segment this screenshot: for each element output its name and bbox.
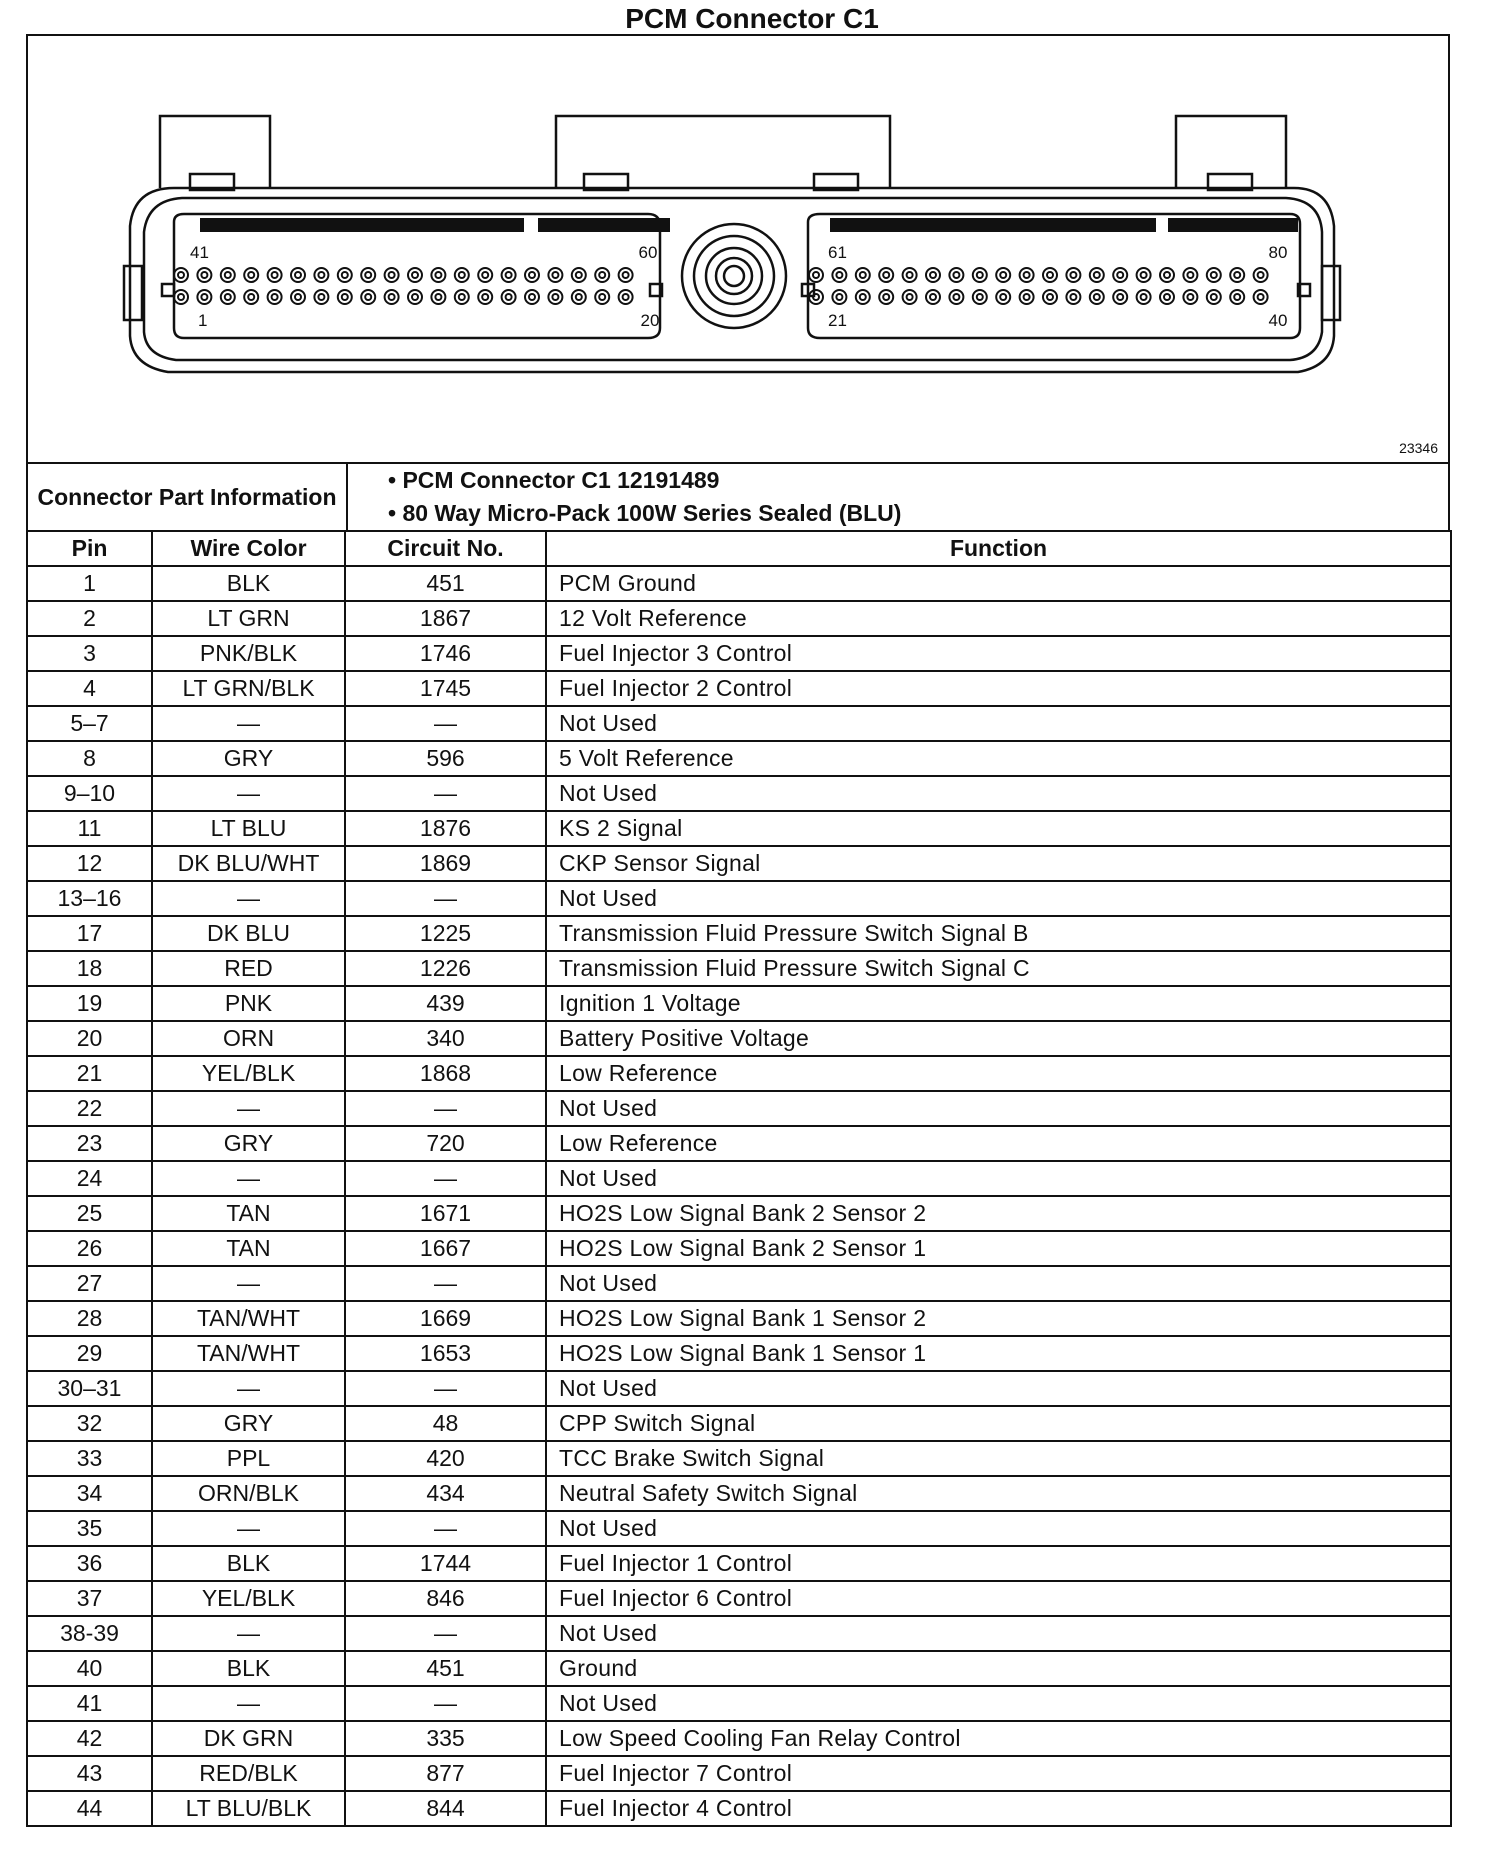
wire-color-cell: LT GRN/BLK	[152, 671, 345, 706]
left-top-pin	[314, 268, 328, 282]
left-bottom-pin	[361, 290, 375, 304]
pin-label-21: 21	[828, 311, 847, 330]
wire-color-cell: —	[152, 776, 345, 811]
left-bottom-pin	[455, 290, 469, 304]
function-cell: HO2S Low Signal Bank 1 Sensor 2	[546, 1301, 1451, 1336]
right-top-pin	[996, 268, 1010, 282]
wire-color-cell: —	[152, 881, 345, 916]
function-cell: Not Used	[546, 1266, 1451, 1301]
pin-cell: 37	[27, 1581, 152, 1616]
pin-cell: 5–7	[27, 706, 152, 741]
table-row	[27, 1021, 1451, 1056]
center-bolt-outer	[682, 224, 786, 328]
table-row	[27, 1056, 1451, 1091]
table-row	[27, 881, 1451, 916]
wire-color-cell: PNK/BLK	[152, 636, 345, 671]
left-bottom-pin	[525, 290, 539, 304]
function-cell: PCM Ground	[546, 566, 1451, 601]
wire-color-cell: —	[152, 1266, 345, 1301]
wire-color-cell: —	[152, 1511, 345, 1546]
function-cell: TCC Brake Switch Signal	[546, 1441, 1451, 1476]
wire-color-cell: BLK	[152, 1546, 345, 1581]
table-row	[27, 1161, 1451, 1196]
function-cell: KS 2 Signal	[546, 811, 1451, 846]
wire-color-cell: TAN/WHT	[152, 1336, 345, 1371]
page-title: PCM Connector C1	[625, 3, 879, 34]
function-cell: CPP Switch Signal	[546, 1406, 1451, 1441]
circuit-no-cell: 1868	[345, 1056, 546, 1091]
left-bottom-pin	[408, 290, 422, 304]
table-row	[27, 1091, 1451, 1126]
circuit-no-cell: 434	[345, 1476, 546, 1511]
wire-color-cell: —	[152, 706, 345, 741]
right-bottom-pin	[1113, 290, 1127, 304]
pin-cell: 24	[27, 1161, 152, 1196]
circuit-no-cell: 1669	[345, 1301, 546, 1336]
table-row	[27, 601, 1451, 636]
function-cell: Low Speed Cooling Fan Relay Control	[546, 1721, 1451, 1756]
circuit-no-cell: —	[345, 1266, 546, 1301]
left-bottom-pin	[502, 290, 516, 304]
header-circuit-no: Circuit No.	[345, 531, 546, 566]
table-row	[27, 1371, 1451, 1406]
table-row	[27, 1196, 1451, 1231]
table-row	[27, 951, 1451, 986]
left-key	[162, 284, 174, 296]
header-function: Function	[546, 531, 1451, 566]
pin-cell: 18	[27, 951, 152, 986]
left-top-pin	[244, 268, 258, 282]
function-cell: 12 Volt Reference	[546, 601, 1451, 636]
function-cell: Battery Positive Voltage	[546, 1021, 1451, 1056]
header-wire-color: Wire Color	[152, 531, 345, 566]
right-top-pin	[809, 268, 823, 282]
table-row	[27, 741, 1451, 776]
right-top-pin	[1230, 268, 1244, 282]
pin-cell: 35	[27, 1511, 152, 1546]
right-top-pin	[1113, 268, 1127, 282]
left-latch	[160, 116, 270, 188]
table-row	[27, 916, 1451, 951]
circuit-no-cell: 720	[345, 1126, 546, 1161]
right-bottom-pin	[1020, 290, 1034, 304]
right-top-pin	[949, 268, 963, 282]
circuit-no-cell: 1869	[345, 846, 546, 881]
table-row	[27, 1651, 1451, 1686]
wire-color-cell: DK BLU/WHT	[152, 846, 345, 881]
table-row	[27, 1336, 1451, 1371]
pinout-table	[26, 530, 1452, 1827]
left-bottom-pin	[338, 290, 352, 304]
right-top-pin	[832, 268, 846, 282]
pin-cell: 43	[27, 1756, 152, 1791]
right-top-pin	[926, 268, 940, 282]
function-cell: Low Reference	[546, 1126, 1451, 1161]
right-bottom-pin	[973, 290, 987, 304]
right-top-pin	[903, 268, 917, 282]
housing-outer	[130, 188, 1334, 372]
circuit-no-cell: 335	[345, 1721, 546, 1756]
pin-label-80: 80	[1268, 243, 1288, 262]
wire-color-cell: YEL/BLK	[152, 1581, 345, 1616]
left-bottom-pin	[478, 290, 492, 304]
wire-color-cell: BLK	[152, 1651, 345, 1686]
pin-cell: 41	[27, 1686, 152, 1721]
left-top-pin	[268, 268, 282, 282]
wire-color-cell: GRY	[152, 741, 345, 776]
right-bottom-pin	[1207, 290, 1221, 304]
left-top-pin	[221, 268, 235, 282]
right-latch	[1176, 116, 1286, 188]
right-bottom-pin	[1090, 290, 1104, 304]
left-top-pin	[174, 268, 188, 282]
left-bottom-pin	[619, 290, 633, 304]
right-bottom-pin	[903, 290, 917, 304]
right-bottom-pin	[1160, 290, 1174, 304]
left-top-pin	[525, 268, 539, 282]
left-top-pin	[291, 268, 305, 282]
function-cell: 5 Volt Reference	[546, 741, 1451, 776]
table-row	[27, 1406, 1451, 1441]
left-top-pin	[197, 268, 211, 282]
left-bottom-pin	[431, 290, 445, 304]
function-cell: Transmission Fluid Pressure Switch Signal B	[546, 916, 1451, 951]
pin-cell: 29	[27, 1336, 152, 1371]
wire-color-cell: TAN	[152, 1231, 345, 1266]
left-bottom-pin	[548, 290, 562, 304]
left-top-pin	[572, 268, 586, 282]
left-top-pin	[548, 268, 562, 282]
pin-cell: 44	[27, 1791, 152, 1826]
right-bottom-pin	[1043, 290, 1057, 304]
wire-color-cell: YEL/BLK	[152, 1056, 345, 1091]
wire-color-cell: GRY	[152, 1406, 345, 1441]
circuit-no-cell: 48	[345, 1406, 546, 1441]
circuit-no-cell: 1226	[345, 951, 546, 986]
wire-color-cell: RED	[152, 951, 345, 986]
wire-color-cell: TAN/WHT	[152, 1301, 345, 1336]
function-cell: Ignition 1 Voltage	[546, 986, 1451, 1021]
function-cell: Low Reference	[546, 1056, 1451, 1091]
header-pin: Pin	[27, 531, 152, 566]
wire-color-cell: TAN	[152, 1196, 345, 1231]
function-cell: Ground	[546, 1651, 1451, 1686]
circuit-no-cell: —	[345, 1686, 546, 1721]
left-seal-bar-2	[538, 218, 670, 232]
pin-cell: 19	[27, 986, 152, 1021]
pin-label-61: 61	[828, 243, 847, 262]
circuit-no-cell: 877	[345, 1756, 546, 1791]
wire-color-cell: LT BLU/BLK	[152, 1791, 345, 1826]
circuit-no-cell: 340	[345, 1021, 546, 1056]
right-top-pin	[879, 268, 893, 282]
wire-color-cell: LT BLU	[152, 811, 345, 846]
wire-color-cell: —	[152, 1371, 345, 1406]
table-row	[27, 1686, 1451, 1721]
left-top-pin	[361, 268, 375, 282]
pin-label-60: 60	[638, 243, 658, 262]
circuit-no-cell: —	[345, 1511, 546, 1546]
circuit-no-cell: —	[345, 1616, 546, 1651]
pin-cell: 33	[27, 1441, 152, 1476]
table-row	[27, 1546, 1451, 1581]
pin-cell: 26	[27, 1231, 152, 1266]
function-cell: Neutral Safety Switch Signal	[546, 1476, 1451, 1511]
left-bottom-pin	[572, 290, 586, 304]
wire-color-cell: DK GRN	[152, 1721, 345, 1756]
function-cell: Not Used	[546, 1091, 1451, 1126]
right-top-pin	[1020, 268, 1034, 282]
right-seal-bar-1	[830, 218, 1156, 232]
pin-cell: 11	[27, 811, 152, 846]
function-cell: Not Used	[546, 1686, 1451, 1721]
function-cell: Not Used	[546, 1371, 1451, 1406]
circuit-no-cell: 1225	[345, 916, 546, 951]
pin-cell: 38-39	[27, 1616, 152, 1651]
pin-cell: 22	[27, 1091, 152, 1126]
pin-cell: 13–16	[27, 881, 152, 916]
table-row	[27, 1301, 1451, 1336]
function-cell: Not Used	[546, 881, 1451, 916]
part-info-label: Connector Part Information	[27, 463, 347, 531]
pin-label-40: 40	[1268, 311, 1288, 330]
right-top-pin	[1160, 268, 1174, 282]
pin-label-41: 41	[190, 243, 209, 262]
right-bottom-pin	[996, 290, 1010, 304]
circuit-no-cell: 1876	[345, 811, 546, 846]
pin-cell: 9–10	[27, 776, 152, 811]
center-latch	[556, 116, 890, 188]
table-row	[27, 1581, 1451, 1616]
table-row	[27, 1721, 1451, 1756]
left-top-pin	[338, 268, 352, 282]
circuit-no-cell: 451	[345, 566, 546, 601]
wire-color-cell: —	[152, 1616, 345, 1651]
right-bottom-pin	[879, 290, 893, 304]
right-pin-block	[808, 214, 1300, 338]
table-row	[27, 846, 1451, 881]
table-row	[27, 1791, 1451, 1826]
circuit-no-cell: 1653	[345, 1336, 546, 1371]
pin-cell: 20	[27, 1021, 152, 1056]
right-top-pin	[1183, 268, 1197, 282]
left-bottom-pin	[595, 290, 609, 304]
function-cell: Fuel Injector 2 Control	[546, 671, 1451, 706]
pin-cell: 1	[27, 566, 152, 601]
right-top-pin	[1137, 268, 1151, 282]
function-cell: Fuel Injector 3 Control	[546, 636, 1451, 671]
function-cell: Not Used	[546, 706, 1451, 741]
left-top-pin	[385, 268, 399, 282]
right-top-pin	[1254, 268, 1268, 282]
right-bottom-pin	[856, 290, 870, 304]
function-cell: Not Used	[546, 1511, 1451, 1546]
table-header-row	[27, 531, 1451, 566]
wire-color-cell: —	[152, 1161, 345, 1196]
pin-label-1: 1	[198, 311, 208, 330]
circuit-no-cell: 1746	[345, 636, 546, 671]
right-seal-bar-2	[1168, 218, 1298, 232]
right-bottom-pin	[1254, 290, 1268, 304]
right-bottom-pin	[926, 290, 940, 304]
pin-cell: 28	[27, 1301, 152, 1336]
circuit-no-cell: 451	[345, 1651, 546, 1686]
table-row	[27, 1266, 1451, 1301]
pin-cell: 21	[27, 1056, 152, 1091]
function-cell: Not Used	[546, 1616, 1451, 1651]
function-cell: HO2S Low Signal Bank 1 Sensor 1	[546, 1336, 1451, 1371]
left-bottom-pin	[385, 290, 399, 304]
wire-color-cell: —	[152, 1686, 345, 1721]
left-top-pin	[431, 268, 445, 282]
table-row	[27, 1441, 1451, 1476]
table-row	[27, 706, 1451, 741]
left-bottom-pin	[221, 290, 235, 304]
left-seal-bar-1	[200, 218, 524, 232]
pin-cell: 40	[27, 1651, 152, 1686]
right-top-pin	[1207, 268, 1221, 282]
right-bottom-pin	[1137, 290, 1151, 304]
right-side-clip	[1322, 266, 1340, 320]
pin-cell: 23	[27, 1126, 152, 1161]
right-top-pin	[856, 268, 870, 282]
left-top-pin	[595, 268, 609, 282]
wire-color-cell: RED/BLK	[152, 1756, 345, 1791]
left-top-pin	[619, 268, 633, 282]
circuit-no-cell: 1745	[345, 671, 546, 706]
table-row	[27, 1616, 1451, 1651]
function-cell: Not Used	[546, 776, 1451, 811]
right-bottom-pin	[1183, 290, 1197, 304]
left-bottom-pin	[244, 290, 258, 304]
pin-cell: 8	[27, 741, 152, 776]
table-row	[27, 1476, 1451, 1511]
function-cell: Fuel Injector 1 Control	[546, 1546, 1451, 1581]
right-top-pin	[1066, 268, 1080, 282]
left-bottom-pin	[314, 290, 328, 304]
wire-color-cell: PPL	[152, 1441, 345, 1476]
right-bottom-pin	[1066, 290, 1080, 304]
right-bottom-pin	[832, 290, 846, 304]
circuit-no-cell: 1671	[345, 1196, 546, 1231]
connector-diagram	[26, 34, 1450, 462]
pin-cell: 34	[27, 1476, 152, 1511]
wire-color-cell: BLK	[152, 566, 345, 601]
right-top-pin	[1090, 268, 1104, 282]
wire-color-cell: PNK	[152, 986, 345, 1021]
circuit-no-cell: 846	[345, 1581, 546, 1616]
wire-color-cell: GRY	[152, 1126, 345, 1161]
circuit-no-cell: —	[345, 706, 546, 741]
circuit-no-cell: 439	[345, 986, 546, 1021]
right-top-pin	[973, 268, 987, 282]
pin-cell: 25	[27, 1196, 152, 1231]
circuit-no-cell: —	[345, 1091, 546, 1126]
function-cell: Transmission Fluid Pressure Switch Signal C	[546, 951, 1451, 986]
circuit-no-cell: —	[345, 776, 546, 811]
wire-color-cell: ORN/BLK	[152, 1476, 345, 1511]
connector-drawing	[28, 36, 1452, 464]
table-row	[27, 986, 1451, 1021]
circuit-no-cell: 420	[345, 1441, 546, 1476]
circuit-no-cell: 1744	[345, 1546, 546, 1581]
left-bottom-pin	[291, 290, 305, 304]
table-row	[27, 1126, 1451, 1161]
pin-cell: 17	[27, 916, 152, 951]
connector-part-info	[26, 462, 1450, 532]
function-cell: Fuel Injector 4 Control	[546, 1791, 1451, 1826]
function-cell: Fuel Injector 6 Control	[546, 1581, 1451, 1616]
part-info-line-2: • 80 Way Micro-Pack 100W Series Sealed (BLU)	[388, 497, 1448, 530]
circuit-no-cell: 596	[345, 741, 546, 776]
table-row	[27, 1756, 1451, 1791]
function-cell: Fuel Injector 7 Control	[546, 1756, 1451, 1791]
function-cell: Not Used	[546, 1161, 1451, 1196]
right-top-pin	[1043, 268, 1057, 282]
function-cell: HO2S Low Signal Bank 2 Sensor 1	[546, 1231, 1451, 1266]
table-row	[27, 636, 1451, 671]
left-bottom-pin	[268, 290, 282, 304]
right-bottom-pin	[1230, 290, 1244, 304]
circuit-no-cell: 1667	[345, 1231, 546, 1266]
wire-color-cell: DK BLU	[152, 916, 345, 951]
function-cell: HO2S Low Signal Bank 2 Sensor 2	[546, 1196, 1451, 1231]
center-bolt-inner	[706, 248, 762, 304]
figure-id: 23346	[1399, 440, 1438, 456]
left-side-clip	[124, 266, 142, 320]
circuit-no-cell: —	[345, 1371, 546, 1406]
pin-cell: 3	[27, 636, 152, 671]
pin-cell: 30–31	[27, 1371, 152, 1406]
pin-label-20: 20	[640, 311, 660, 330]
right-bottom-pin	[949, 290, 963, 304]
part-info-lines	[347, 463, 1449, 531]
left-top-pin	[455, 268, 469, 282]
left-bottom-pin	[197, 290, 211, 304]
left-top-pin	[502, 268, 516, 282]
table-row	[27, 671, 1451, 706]
wire-color-cell: ORN	[152, 1021, 345, 1056]
table-row	[27, 776, 1451, 811]
pin-cell: 2	[27, 601, 152, 636]
table-row	[27, 1231, 1451, 1266]
circuit-no-cell: —	[345, 881, 546, 916]
pin-cell: 42	[27, 1721, 152, 1756]
left-top-pin	[408, 268, 422, 282]
pin-cell: 36	[27, 1546, 152, 1581]
table-row	[27, 566, 1451, 601]
left-bottom-pin	[174, 290, 188, 304]
pin-cell: 4	[27, 671, 152, 706]
function-cell: CKP Sensor Signal	[546, 846, 1451, 881]
part-info-line-1: • PCM Connector C1 12191489	[388, 464, 1448, 497]
circuit-no-cell: —	[345, 1161, 546, 1196]
circuit-no-cell: 1867	[345, 601, 546, 636]
pin-cell: 32	[27, 1406, 152, 1441]
circuit-no-cell: 844	[345, 1791, 546, 1826]
left-top-pin	[478, 268, 492, 282]
pin-cell: 27	[27, 1266, 152, 1301]
table-row	[27, 1511, 1451, 1546]
table-row	[27, 811, 1451, 846]
pin-cell: 12	[27, 846, 152, 881]
wire-color-cell: —	[152, 1091, 345, 1126]
wire-color-cell: LT GRN	[152, 601, 345, 636]
